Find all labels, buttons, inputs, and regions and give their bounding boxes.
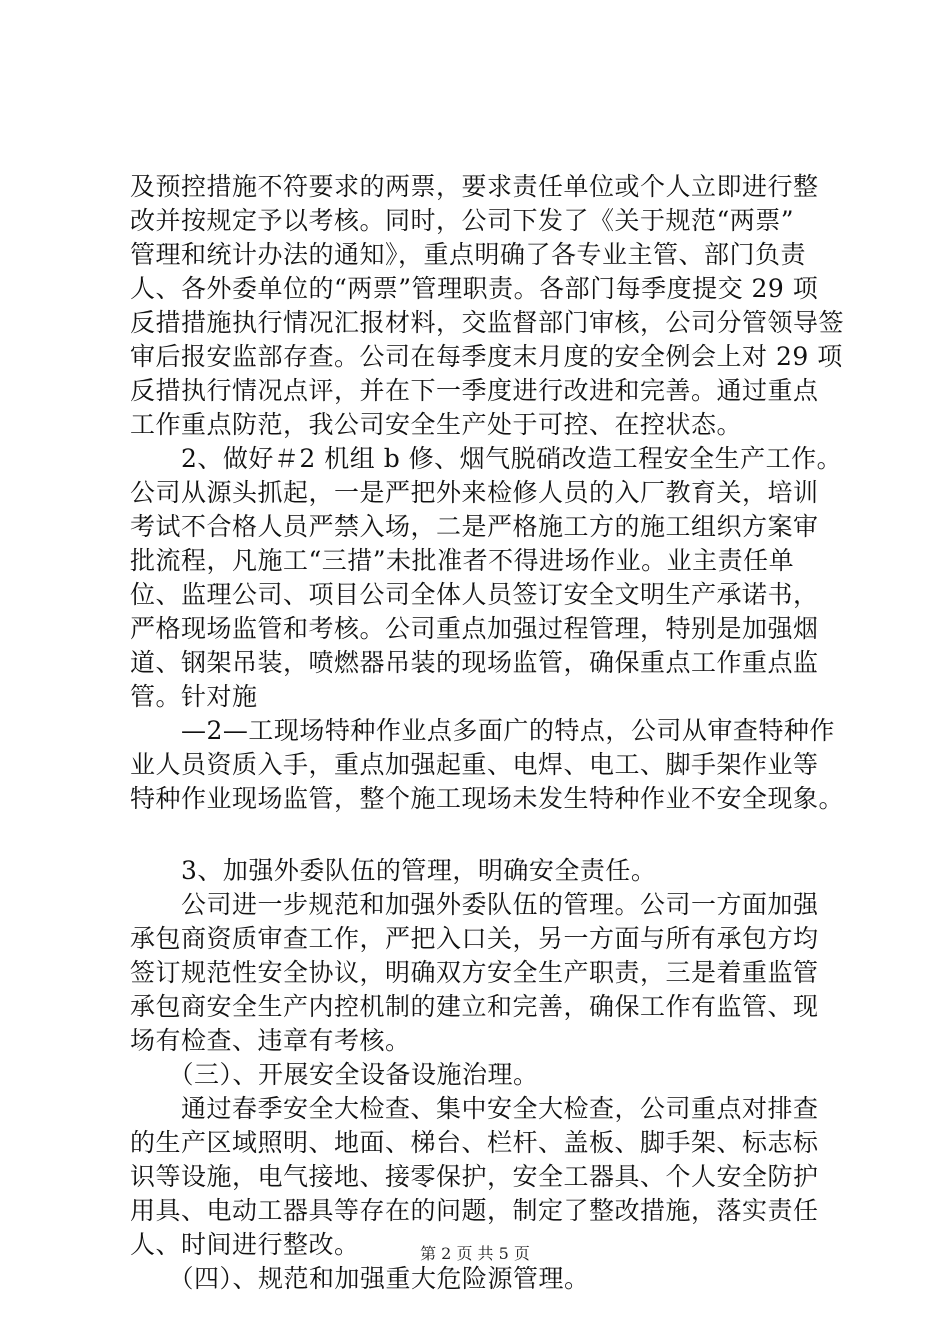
text-line: 承包商资质审查工作，严把入口关，另一方面与所有承包方均	[130, 924, 819, 953]
text-line: 识等设施，电气接地、接零保护，安全工器具、个人安全防护	[130, 1162, 819, 1191]
section-heading: （四）、规范和加强重大危险源管理。	[130, 1264, 590, 1293]
text-line: 场有检查、违章有考核。	[130, 1026, 411, 1055]
text-line: 严格现场监管和考核。公司重点加强过程管理，特别是加强烟	[130, 614, 819, 643]
text-line: 位、监理公司、项目公司全体人员签订安全文明生产承诺书，	[130, 580, 819, 609]
text-line: 道、钢架吊装，喷燃器吊装的现场监管，确保重点工作重点监	[130, 648, 819, 677]
text-line: 公司从源头抓起，一是严把外来检修人员的入厂教育关，培训	[130, 478, 819, 507]
text-line: 管。针对施	[130, 682, 258, 711]
section-heading: （三）、开展安全设备设施治理。	[130, 1060, 539, 1089]
text-line: 反措措施执行情况汇报材料，交监督部门审核，公司分管领导签	[130, 308, 845, 337]
document-body	[130, 170, 845, 1296]
paragraph-gap	[130, 816, 835, 854]
text-line: 2、做好＃2 机组 b 修、烟气脱硝改造工程安全生产工作。	[130, 444, 843, 473]
text-line: 签订规范性安全协议，明确双方安全生产职责，三是着重监管	[130, 958, 819, 987]
text-line: 通过春季安全大检查、集中安全大检查，公司重点对排查	[130, 1094, 819, 1123]
text-line: —2—工现场特种作业点多面广的特点，公司从审查特种作	[130, 716, 835, 745]
text-line: 工作重点防范，我公司安全生产处于可控、在控状态。	[130, 410, 743, 439]
text-line: 审后报安监部存查。公司在每季度末月度的安全例会上对 29 项	[130, 342, 843, 371]
text-line: 及预控措施不符要求的两票，要求责任单位或个人立即进行整	[130, 172, 819, 201]
text-line: 反措执行情况点评，并在下一季度进行改进和完善。通过重点	[130, 376, 819, 405]
text-line: 考试不合格人员严禁入场，二是严格施工方的施工组织方案审	[130, 512, 819, 541]
text-line: 的生产区域照明、地面、梯台、栏杆、盖板、脚手架、标志标	[130, 1128, 819, 1157]
text-line: 业人员资质入手，重点加强起重、电焊、电工、脚手架作业等	[130, 750, 819, 779]
text-line: 人、各外委单位的“两票”管理职责。各部门每季度提交 29 项	[130, 274, 819, 303]
text-line: 批流程，凡施工“三措”未批准者不得进场作业。业主责任单	[130, 546, 795, 575]
text-line: 管理和统计办法的通知》，重点明确了各专业主管、部门负责	[130, 240, 807, 269]
text-line: 承包商安全生产内控机制的建立和完善，确保工作有监管、现	[130, 992, 819, 1021]
text-line: 改并按规定予以考核。同时，公司下发了《关于规范“两票”	[130, 206, 795, 235]
page-number-footer: 第 2 页 共 5 页	[420, 1244, 530, 1263]
text-line: 用具、电动工器具等存在的问题，制定了整改措施，落实责任	[130, 1196, 819, 1225]
text-line: 特种作业现场监管，整个施工现场未发生特种作业不安全现象。	[130, 784, 845, 813]
text-line: 公司进一步规范和加强外委队伍的管理。公司一方面加强	[130, 890, 819, 919]
text-line: 人、时间进行整改。	[130, 1230, 360, 1259]
section-heading: 3、加强外委队伍的管理，明确安全责任。	[130, 856, 657, 885]
